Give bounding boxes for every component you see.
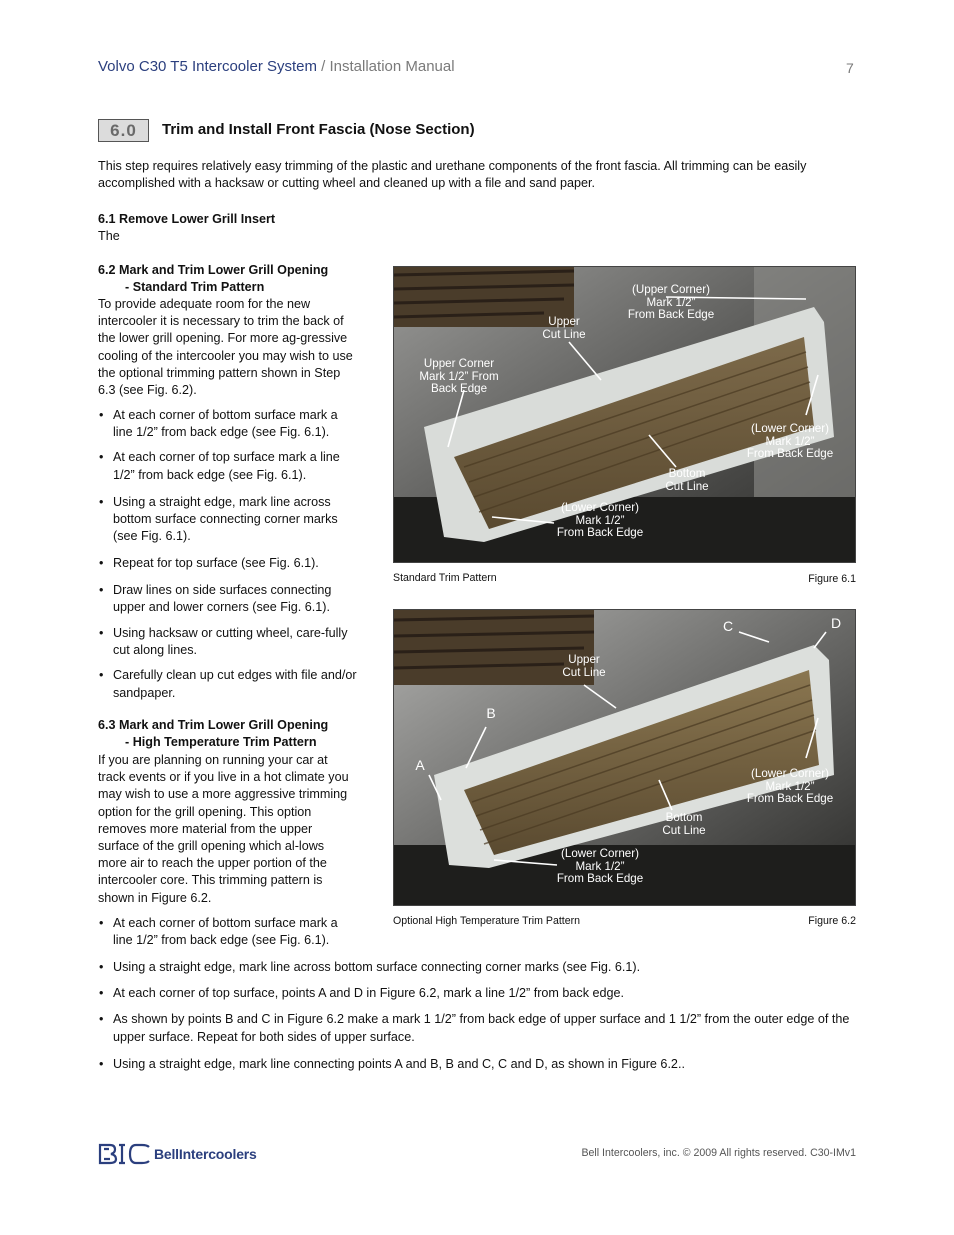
list-item: • Using hacksaw or cutting wheel, care-fully cut along lines.	[98, 625, 360, 659]
step-6-2-heading-line2: - Standard Trim Pattern	[125, 280, 265, 295]
footer-copyright: Bell Intercoolers, inc. © 2009 All rights reserved. C30-IMv1	[581, 1147, 856, 1159]
step-6-2-heading-line1: 6.2 Mark and Trim Lower Grill Opening	[98, 263, 329, 277]
fig2-lower-corner-right-label: (Lower Corner) Mark 1/2” From Back Edge	[746, 767, 834, 806]
figure-6-2-number: Figure 6.2	[808, 915, 856, 927]
step-6-3-heading-line1: 6.3 Mark and Trim Lower Grill Opening	[98, 718, 329, 732]
list-item: • As shown by points B and C in Figure 6.2 make a mark 1 1/2” from back edge of upper surface and 1 1/2” from the outer edge of the upper surface. Repeat for both sides of upper surface.	[98, 1011, 858, 1045]
list-item: • Draw lines on side surfaces connecting upper and lower corners (see Fig. 6.1).	[98, 582, 360, 616]
section-number-badge: 6.0	[98, 119, 149, 142]
document-title-sub: / Installation Manual	[317, 58, 455, 75]
list-item: • Repeat for top surface (see Fig. 6.1).	[98, 555, 360, 572]
step-6-2-heading	[98, 262, 328, 296]
step-6-3-heading-line2: - High Temperature Trim Pattern	[125, 735, 317, 750]
fig2-bottom-cut-line-label: Bottom Cut Line	[662, 811, 706, 837]
figure-6-1-number: Figure 6.1	[808, 573, 856, 585]
figure-6-2-caption: Optional High Temperature Trim Pattern	[393, 915, 581, 927]
list-item: • At each corner of bottom surface mark a line 1/2” from back edge (see Fig. 6.1).	[98, 915, 360, 949]
fig1-bottom-cut-line-label: Bottom Cut Line	[665, 467, 709, 493]
footer-brand-name: BellIntercoolers	[154, 1146, 257, 1162]
intro-paragraph: This step requires relatively easy trimming of the plastic and urethane components of the front fascia. All trimming can be easily accomplished with a hacksaw or cutting wheel and cleaned up with a file and sand paper.	[98, 159, 807, 191]
list-item: • At each corner of top surface, points A and D in Figure 6.2, mark a line 1/2” from back edge.	[98, 985, 858, 1002]
section-title: Trim and Install Front Fascia (Nose Section)	[162, 121, 475, 138]
step-6-3-body: If you are planning on running your car at track events or if you live in a hot climate you may wish to use a more aggressive trimming option for the grill opening. This option removes more material from the upper surface of the grill opening which al-lows more air to reach the upper portion of the intercooler core. This trimming pattern is shown in Figure 6.2.	[98, 753, 349, 905]
list-item: • Using a straight edge, mark line across bottom surface connecting corner marks (see Fig. 6.1).	[98, 959, 858, 976]
figure-6-1-caption: Standard Trim Pattern	[393, 572, 497, 584]
list-item: • At each corner of bottom surface mark a line 1/2” from back edge (see Fig. 6.1).	[98, 407, 360, 441]
step-6-2-body: To provide adequate room for the new intercooler it is necessary to trim the back of the lower grill opening. For more ag-gressive cooling of the intercooler you may wish to use the optional trimming pattern shown in Step 6.3 (see Fig. 6.2).	[98, 297, 353, 398]
list-item: • Using a straight edge, mark line connecting points A and B, B and C, C and D, as shown in Figure 6.2..	[98, 1056, 858, 1073]
fig1-lower-corner-left-label: (Lower Corner) Mark 1/2” From Back Edge	[556, 501, 644, 540]
fig2-point-b-label: B	[486, 705, 496, 721]
step-6-1-body: The	[98, 229, 120, 243]
step-6-3-heading	[98, 717, 328, 751]
step-6-3-bullet-list-narrow	[98, 915, 360, 949]
fig2-point-a-label: A	[415, 757, 425, 773]
step-6-2-bullet-list	[98, 407, 360, 702]
bic-logo	[98, 1143, 152, 1165]
step-6-1-heading: 6.1 Remove Lower Grill Insert	[98, 212, 276, 226]
page-number: 7	[846, 60, 854, 76]
document-title-main: Volvo C30 T5 Intercooler System	[98, 58, 317, 75]
step-6-3-bullet-list-wide	[98, 959, 858, 1073]
bic-logo-mark-icon	[98, 1143, 152, 1165]
figure-6-2-photo	[393, 609, 856, 906]
fig2-point-c-label: C	[722, 618, 734, 634]
fig1-upper-cut-line-label: Upper Cut Line	[542, 315, 586, 341]
fig1-upper-corner-right-label: (Upper Corner) Mark 1/2” From Back Edge	[627, 283, 715, 322]
fig1-upper-corner-left-label: Upper Corner Mark 1/2” From Back Edge	[419, 357, 499, 396]
fig2-point-d-label: D	[830, 615, 842, 631]
fig2-upper-cut-line-label: Upper Cut Line	[562, 653, 606, 679]
list-item: • Carefully clean up cut edges with file and/or sandpaper.	[98, 667, 360, 701]
list-item: • At each corner of top surface mark a line 1/2” from back edge (see Fig. 6.1).	[98, 449, 360, 483]
fig2-lower-corner-left-label: (Lower Corner) Mark 1/2” From Back Edge	[556, 847, 644, 886]
figure-6-1-photo	[393, 266, 856, 563]
list-item: • Using a straight edge, mark line across bottom surface connecting corner marks (see Fig. 6.1).	[98, 494, 360, 546]
fig1-lower-corner-right-label: (Lower Corner) Mark 1/2” From Back Edge	[746, 422, 834, 461]
document-title	[98, 58, 455, 75]
